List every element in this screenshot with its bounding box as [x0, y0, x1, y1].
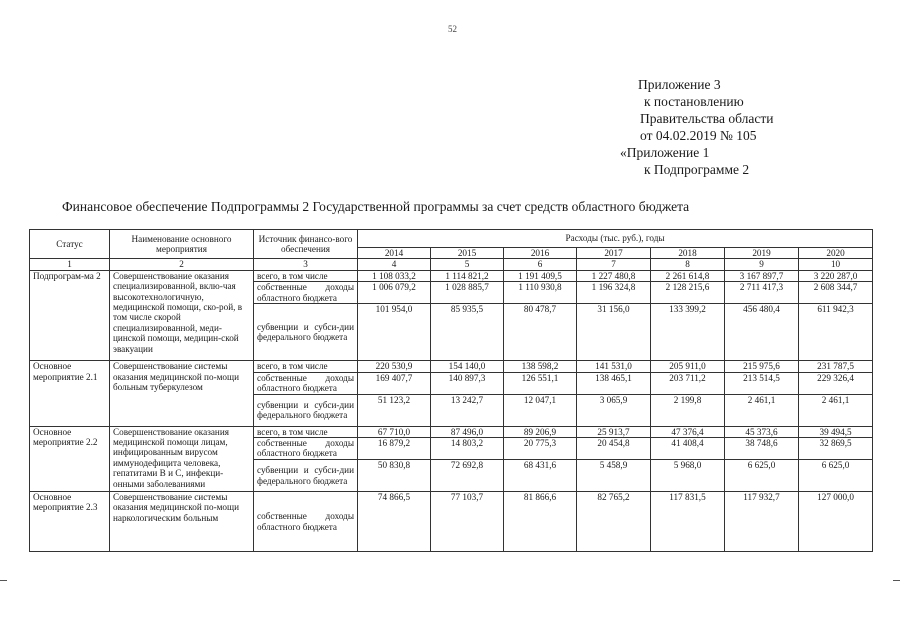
amount-cell: 31 156,0: [577, 304, 651, 361]
funding-source-cell: субвенции и субси-дии федерального бюджета: [254, 394, 358, 426]
amount-cell: 213 514,5: [725, 372, 799, 394]
amount-cell: 2 711 417,3: [725, 282, 799, 304]
column-number: 6: [504, 259, 577, 270]
status-cell: Основное мероприятие 2.2: [30, 426, 110, 491]
amount-cell: 1 006 079,2: [358, 282, 431, 304]
amount-cell: 154 140,0: [431, 361, 504, 372]
header-year: 2018: [651, 248, 725, 259]
column-number: 5: [431, 259, 504, 270]
activity-name-cell: Совершенствование системы оказания медицинской по-мощи больным туберкулезом: [110, 361, 254, 426]
appendix-line: от 04.02.2019 № 105: [640, 128, 757, 143]
status-cell: Основное мероприятие 2.1: [30, 361, 110, 426]
amount-cell: 32 869,5: [799, 438, 873, 460]
amount-cell: 1 227 480,8: [577, 270, 651, 281]
amount-cell: 169 407,7: [358, 372, 431, 394]
header-year: 2016: [504, 248, 577, 259]
amount-cell: 127 000,0: [799, 492, 873, 552]
funding-source-cell: субвенции и субси-дии федерального бюджета: [254, 304, 358, 361]
amount-cell: 20 454,8: [577, 438, 651, 460]
column-number: 2: [110, 259, 254, 270]
margin-mark: [0, 580, 7, 581]
amount-cell: 41 408,4: [651, 438, 725, 460]
amount-cell: 2 608 344,7: [799, 282, 873, 304]
amount-cell: 1 028 885,7: [431, 282, 504, 304]
appendix-line: к постановлению: [644, 94, 744, 109]
amount-cell: 1 108 033,2: [358, 270, 431, 281]
amount-cell: 6 625,0: [725, 460, 799, 492]
appendix-line: «Приложение 1: [620, 145, 710, 160]
activity-name-cell: Совершенствование оказания медицинской помощи лицам, инфицированным вирусом иммунодефицита человека, гепатитами В и С, инфекци-онными заболеваниями: [110, 426, 254, 491]
amount-cell: 20 775,3: [504, 438, 577, 460]
amount-cell: 3 167 897,7: [725, 270, 799, 281]
appendix-line: Правительства области: [640, 111, 774, 126]
amount-cell: 1 110 930,8: [504, 282, 577, 304]
activity-name-cell: Совершенствование системы оказания медицинской по-мощи наркологическим больным: [110, 492, 254, 552]
amount-cell: 2 199,8: [651, 394, 725, 426]
financing-table: [29, 229, 873, 552]
column-number: 1: [30, 259, 110, 270]
amount-cell: 72 692,8: [431, 460, 504, 492]
amount-cell: 141 531,0: [577, 361, 651, 372]
column-number: 4: [358, 259, 431, 270]
amount-cell: 101 954,0: [358, 304, 431, 361]
appendix-line: к Подпрограмме 2: [644, 162, 750, 177]
table-row: [30, 492, 873, 552]
amount-cell: 1 114 821,2: [431, 270, 504, 281]
column-number: 3: [254, 259, 358, 270]
amount-cell: 81 866,6: [504, 492, 577, 552]
amount-cell: 220 530,9: [358, 361, 431, 372]
header-expenses: Расходы (тыс. руб.), годы: [358, 230, 873, 248]
amount-cell: 13 242,7: [431, 394, 504, 426]
header-year: 2020: [799, 248, 873, 259]
column-number: 9: [725, 259, 799, 270]
amount-cell: 203 711,2: [651, 372, 725, 394]
header-name: Наименование основного мероприятия: [110, 230, 254, 259]
amount-cell: 2 128 215,6: [651, 282, 725, 304]
amount-cell: 50 830,8: [358, 460, 431, 492]
amount-cell: 215 975,6: [725, 361, 799, 372]
amount-cell: 5 458,9: [577, 460, 651, 492]
amount-cell: 87 496,0: [431, 426, 504, 437]
activity-name-cell: Совершенствование оказания специализированной, вклю-чая высокотехнологичную, медицинской помощи, ско-рой, в том числе скорой специализированной, меди-цинской помощи, медицин-ской эвакуации: [110, 270, 254, 360]
amount-cell: 74 866,5: [358, 492, 431, 552]
funding-source-cell: всего, в том числе: [254, 270, 358, 281]
amount-cell: 2 261 614,8: [651, 270, 725, 281]
amount-cell: 77 103,7: [431, 492, 504, 552]
funding-source-cell: всего, в том числе: [254, 361, 358, 372]
amount-cell: 6 625,0: [799, 460, 873, 492]
column-number: 8: [651, 259, 725, 270]
amount-cell: 85 935,5: [431, 304, 504, 361]
amount-cell: 38 748,6: [725, 438, 799, 460]
margin-mark: [893, 580, 900, 581]
amount-cell: 611 942,3: [799, 304, 873, 361]
header-year: 2017: [577, 248, 651, 259]
amount-cell: 138 465,1: [577, 372, 651, 394]
amount-cell: 5 968,0: [651, 460, 725, 492]
table-body: [30, 270, 873, 551]
amount-cell: 2 461,1: [725, 394, 799, 426]
funding-source-cell: собственные доходы областного бюджета: [254, 492, 358, 552]
amount-cell: 67 710,0: [358, 426, 431, 437]
amount-cell: 456 480,4: [725, 304, 799, 361]
amount-cell: 126 551,1: [504, 372, 577, 394]
amount-cell: 16 879,2: [358, 438, 431, 460]
status-cell: Основное мероприятие 2.3: [30, 492, 110, 552]
document-title: Финансовое обеспечение Подпрограммы 2 Государственной программы за счет средств областного бюджета: [62, 199, 690, 214]
amount-cell: 205 911,0: [651, 361, 725, 372]
header-source: Источник финансо-вого обеспечения: [254, 230, 358, 259]
amount-cell: 3 220 287,0: [799, 270, 873, 281]
funding-source-cell: всего, в том числе: [254, 426, 358, 437]
amount-cell: 68 431,6: [504, 460, 577, 492]
funding-source-cell: субвенции и субси-дии федерального бюджета: [254, 460, 358, 492]
amount-cell: 25 913,7: [577, 426, 651, 437]
amount-cell: 1 191 409,5: [504, 270, 577, 281]
amount-cell: 231 787,5: [799, 361, 873, 372]
amount-cell: 117 932,7: [725, 492, 799, 552]
amount-cell: 47 376,4: [651, 426, 725, 437]
amount-cell: 3 065,9: [577, 394, 651, 426]
amount-cell: 14 803,2: [431, 438, 504, 460]
amount-cell: 229 326,4: [799, 372, 873, 394]
funding-source-cell: собственные доходы областного бюджета: [254, 282, 358, 304]
amount-cell: 51 123,2: [358, 394, 431, 426]
amount-cell: 117 831,5: [651, 492, 725, 552]
table-head: [30, 230, 873, 271]
amount-cell: 12 047,1: [504, 394, 577, 426]
amount-cell: 133 399,2: [651, 304, 725, 361]
column-number: 10: [799, 259, 873, 270]
appendix-line: Приложение 3: [638, 77, 721, 92]
status-cell: Подпрограм-ма 2: [30, 270, 110, 360]
appendix-block: [616, 76, 773, 178]
column-number: 7: [577, 259, 651, 270]
amount-cell: 82 765,2: [577, 492, 651, 552]
table-row: [30, 426, 873, 437]
amount-cell: 2 461,1: [799, 394, 873, 426]
header-year: 2019: [725, 248, 799, 259]
amount-cell: 39 494,5: [799, 426, 873, 437]
amount-cell: 45 373,6: [725, 426, 799, 437]
header-status: Статус: [30, 230, 110, 259]
amount-cell: 140 897,3: [431, 372, 504, 394]
amount-cell: 89 206,9: [504, 426, 577, 437]
amount-cell: 1 196 324,8: [577, 282, 651, 304]
header-year: 2014: [358, 248, 431, 259]
page-number: 52: [448, 24, 457, 34]
header-year: 2015: [431, 248, 504, 259]
amount-cell: 80 478,7: [504, 304, 577, 361]
amount-cell: 138 598,2: [504, 361, 577, 372]
funding-source-cell: собственные доходы областного бюджета: [254, 372, 358, 394]
funding-source-cell: собственные доходы областного бюджета: [254, 438, 358, 460]
table-row: [30, 361, 873, 372]
table-row: [30, 270, 873, 281]
